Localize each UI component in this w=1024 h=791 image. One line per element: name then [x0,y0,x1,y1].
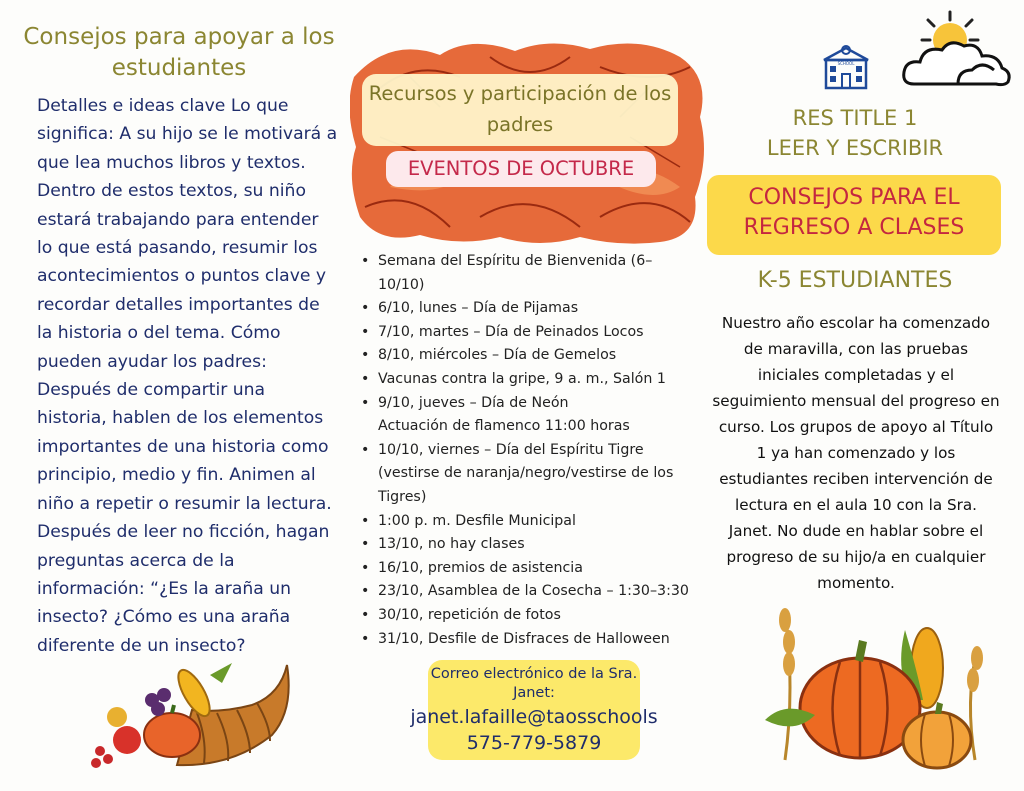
apple [113,726,141,754]
event-text: Semana del Espíritu de Bienvenida (6–10/10) [378,253,653,293]
bullet-icon: • [361,253,370,269]
left-paragraph: Detalles e ideas clave Lo que significa: A su hijo se le motivará a que lea muchos libros y textos. Dentro de estos textos, su niño estará trabajando para entender lo que está pasando, resumir los acontecimientos o puntos clave y recordar detalles importantes de la historia o del tema. Cómo pueden ayudar los padres: Después de compartir una historia, hablen de los elementos importantes de una historia como principio, medio y fin. Animen al niño a repetir o resumir la lectura. Después de leer no ficción, hagan preguntas acerca de la información: “¿Es la araña un insecto? ¿Cómo es una araña diferente de un insecto? [37,96,338,656]
event-text: 8/10, miércoles – Día de Gemelos [378,347,617,364]
berry-3 [91,758,101,768]
event-text: 31/10, Desfile de Disfraces de Halloween [378,630,670,647]
event-text: 9/10, jueves – Día de Neón [378,394,569,411]
event-text: 30/10, repetición de fotos [378,606,561,623]
bullet-icon: • [361,441,370,458]
program-line-1: RES TITLE 1 [792,106,918,130]
pear [107,707,127,727]
back-to-school-heading: CONSEJOS PARA EL REGRESO A CLASES [743,185,965,240]
contact-phone: 575-779-5879 [466,732,602,754]
school-sign: SCHOOL [837,61,855,66]
bullet-icon: • [361,300,370,317]
event-item [358,510,698,534]
bullet-icon: • [361,630,370,647]
berry-1 [95,746,105,756]
school-icon [820,40,872,92]
leaf [210,663,232,683]
pumpkin-small [144,713,200,757]
bullet-icon: • [361,370,370,387]
october-events-heading: EVENTOS DE OCTUBRE [407,157,635,180]
middle-heading: Recursos y participación de los padres [368,82,672,136]
sun-cloud-icon [898,8,1016,90]
event-item [358,415,698,439]
bullet-icon: • [361,347,370,364]
events-list [358,250,698,651]
grape-2 [157,688,171,702]
grade-heading: K-5 ESTUDIANTES [757,268,953,293]
left-heading: Consejos para apoyar a los estudiantes [23,24,335,81]
event-text: Vacunas contra la gripe, 9 a. m., Salón 1 [378,370,666,387]
program-title [720,103,990,163]
event-item [358,250,698,297]
right-paragraph: Nuestro año escolar ha comenzado de maravilla, con las pruebas iniciales completadas y el seguimiento mensual del progreso en curso. Los grupos de apoyo al Título 1 ya han comenzado y los estudiantes reciben intervención de lectura en el aula 10 con la Sra. Janet. No dude en hablar sobre el progreso de su hijo/a en cualquier momento. [712,314,1000,592]
bullet-icon: • [361,394,370,411]
grape-3 [151,702,165,716]
event-text: 23/10, Asamblea de la Cosecha – 1:30–3:30 [378,583,689,600]
event-item [358,533,698,557]
bullet-icon: • [361,606,370,623]
event-item [358,344,698,368]
pumpkin-small [903,712,971,768]
event-text: 16/10, premios de asistencia [378,559,583,576]
harvest-illustration [755,590,991,772]
event-text: 7/10, martes – Día de Peinados Locos [378,323,644,340]
bullet-icon: • [361,536,370,553]
bullet-icon: • [361,512,370,529]
cornucopia-illustration [82,655,302,773]
event-text: Actuación de flamenco 11:00 horas [378,418,630,435]
event-item [358,557,698,581]
event-text: 6/10, lunes – Día de Pijamas [378,300,579,317]
bullet-icon: • [361,583,370,600]
event-item [358,604,698,628]
event-item [358,392,698,416]
event-text: 1:00 p. m. Desfile Municipal [378,512,576,529]
event-item [358,628,698,652]
contact-email-link[interactable]: janet.lafaille@taosschools [410,706,658,728]
event-item [358,297,698,321]
program-line-2: LEER Y ESCRIBIR [766,136,944,160]
bullet-icon: • [361,559,370,576]
event-item [358,580,698,604]
bullet-icon: • [361,323,370,340]
event-item [358,321,698,345]
event-text: 10/10, viernes – Día del Espíritu Tigre (vestirse de naranja/negro/vestirse de los Tigres) [378,441,674,505]
event-item [358,368,698,392]
event-text: 13/10, no hay clases [378,536,525,553]
berry-2 [103,754,113,764]
event-item [358,439,698,510]
contact-label: Correo electrónico de la Sra. Janet: [430,666,638,701]
